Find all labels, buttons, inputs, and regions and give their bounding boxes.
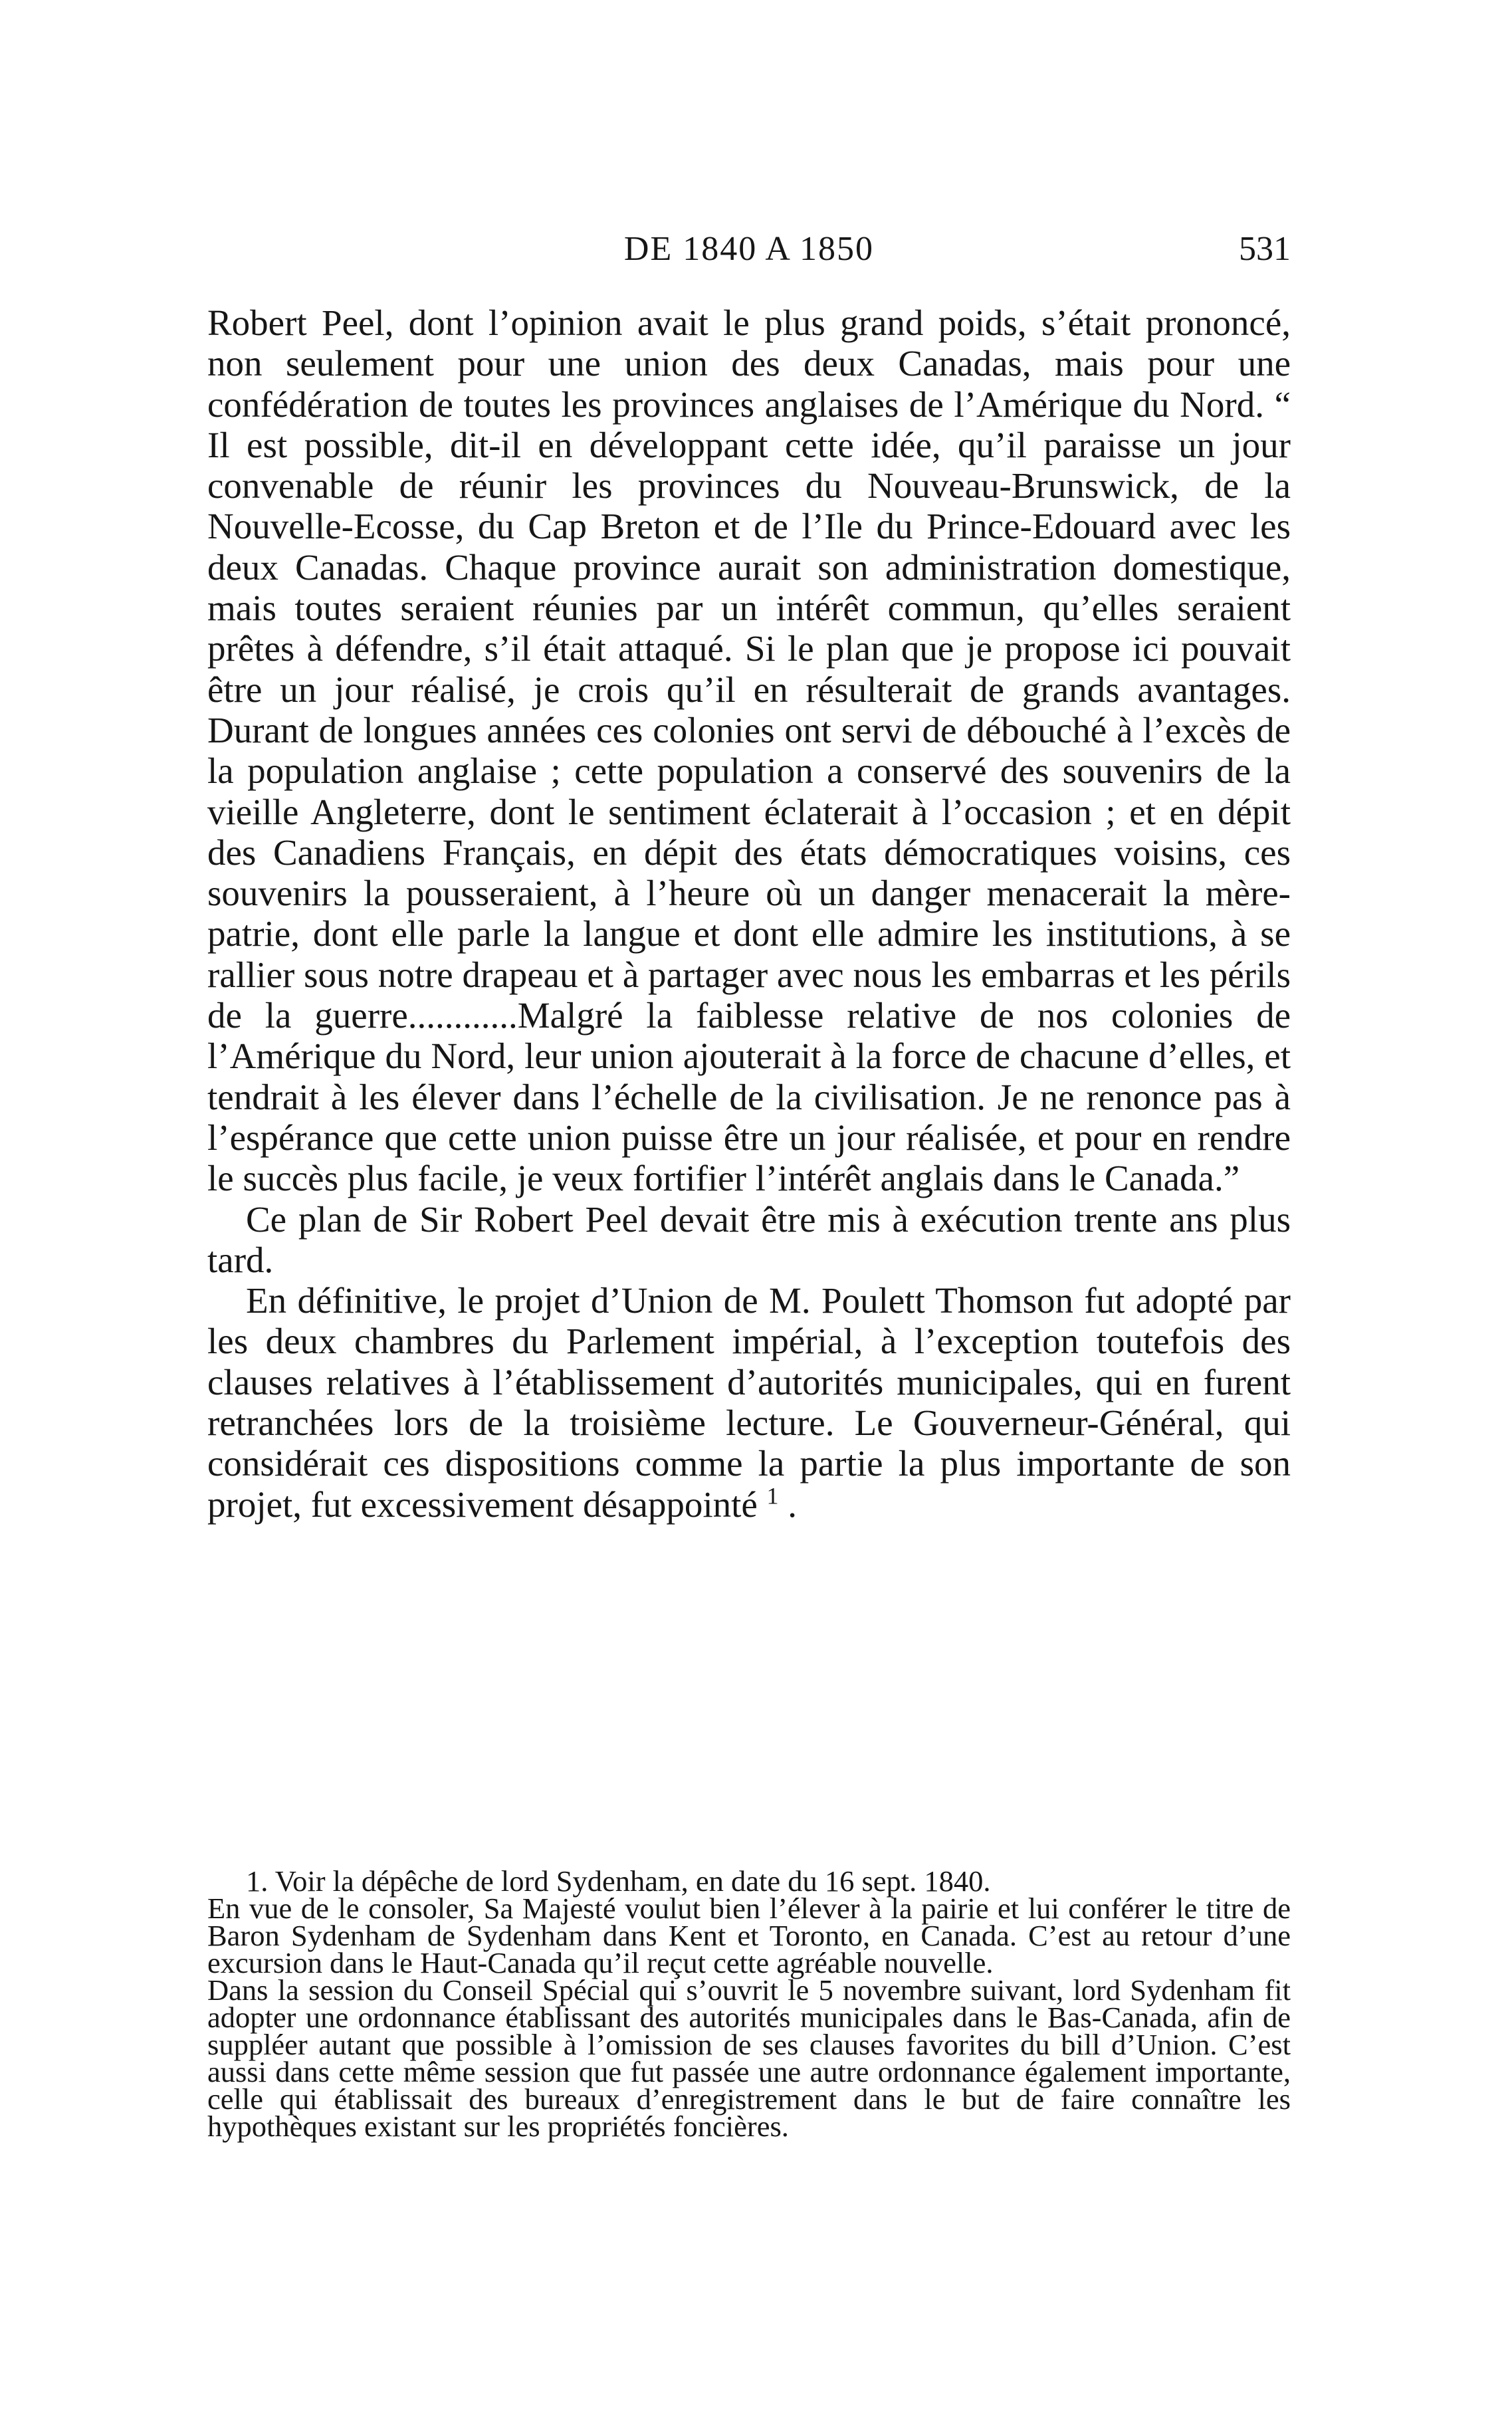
paragraph-quote-peel: Robert Peel, dont l’opinion avait le plus grand poids, s’était prononcé, non seulement pour une union des deux Canadas, mais pour une confédération de toutes les provinces anglaises de l’Amérique du Nord. “ Il est possible, dit-il en développant cette idée, qu’il paraisse un jour convenable de réunir les provinces du Nouveau-Brunswick, de la Nouvelle-Ecosse, du Cap Breton et de l’Ile du Prince-Edouard avec les deux Canadas. Chaque province aurait son administration domestique, mais toutes seraient réunies par un intérêt commun, qu’elles seraient prêtes à défendre, s’il était attaqué. Si le plan que je propose ici pouvait être un jour réalisé, je crois qu’il en résulterait de grands avantages. Durant de longues années ces colonies ont servi de débouché à l’excès de la population anglaise ; cette population a conservé des souvenirs de la vieille Angleterre, dont le sentiment éclaterait à l’occasion ; et en dépit des Canadiens Français, en dépit des états démocratiques voisins, ces souvenirs la pousseraient, à l’heure où un danger menacerait la mère-patrie, dont elle parle la langue et dont elle admire les institutions, à se rallier sous notre drapeau et à partager avec nous les embarras et les périls de la guerre............Malgré la faiblesse relative de nos colonies de l’Amérique du Nord, leur union ajouterait à la force de chacune d’elles, et tendrait à les élever dans l’échelle de la civilisation. Je ne renonce pas à l’espérance que cette union puisse être un jour réalisée, et pour en rendre le succès plus facile, je veux fortifier l’intérêt anglais dans le Canada.” [207, 302, 1291, 1199]
paragraph-end-punctuation: . [788, 1484, 798, 1525]
running-head: DE 1840 A 1850 [623, 230, 875, 268]
page-header [207, 229, 1291, 282]
paragraph-union-project-text: En définitive, le projet d’Union de M. Poulett Thomson fut adopté par les deux chambres du Parlement impérial, à l’exception toutefois des clauses relatives à l’établissement d’autorités municipales, qui en furent retranchées lors de la troisième lecture. Le Gouverneur-Général, qui considérait ces dispositions comme la partie la plus importante de son projet, fut excessivement désappointé [207, 1280, 1291, 1525]
paragraph-union-project [207, 1280, 1291, 1525]
footnotes [207, 1864, 1291, 2143]
footnote-1: 1. Voir la dépêche de lord Sydenham, en date du 16 sept. 1840. [246, 1864, 991, 1898]
main-text [207, 302, 1291, 1525]
footnote-1-continuation-a: En vue de le consoler, Sa Majesté voulut bien l’élever à la pairie et lui conférer le titre de Baron Sydenham de Sydenham dans Kent et Toronto, en Canada. C’est au retour d’une excursion dans le Haut-Canada qu’il reçut cette agréable nouvelle. [207, 1892, 1291, 1979]
footnote-1-continuation-b: Dans la session du Conseil Spécial qui s’ouvrit le 5 novembre suivant, lord Sydenham fit adopter une ordonnance établissant des autorités municipales dans le Bas-Canada, afin de suppléer autant que possible à l’omission de ses clauses favorites du bill d’Union. C’est aussi dans cette même session que fut passée une autre ordonnance également importante, celle qui établissait des bureaux d’enregistrement dans le but de faire connaître les hypothèques existant sur les propriétés foncières. [207, 1973, 1291, 2143]
footnote-reference: 1 [766, 1482, 779, 1509]
page-number: 531 [1239, 230, 1291, 268]
paragraph-plan-peel: Ce plan de Sir Robert Peel devait être mis à exécution trente ans plus tard. [207, 1198, 1291, 1280]
